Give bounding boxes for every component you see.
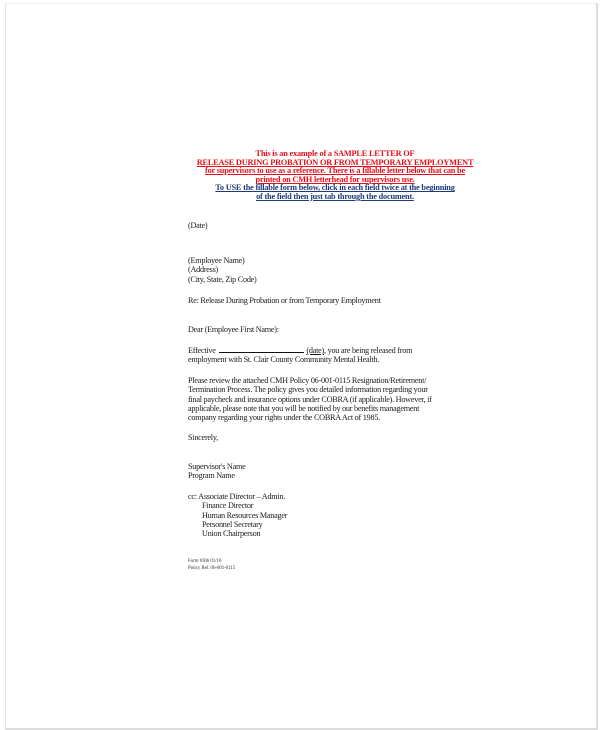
signature-block — [188, 462, 245, 481]
cc-recipient: Associate Director – Admin. — [198, 492, 286, 501]
supervisor-name-field[interactable]: Supervisor's Name — [188, 462, 246, 471]
city-state-zip-field[interactable]: (City, State, Zip Code) — [188, 274, 257, 284]
effective-suffix: , you are being released from — [324, 346, 413, 355]
cc-recipient: Union Chairperson — [202, 529, 261, 539]
salutation: Dear (Employee First Name): — [188, 325, 279, 334]
header-line-2: RELEASE DURING PROBATION OR FROM TEMPORARY EMPLOYMENT — [196, 157, 474, 167]
document-page — [5, 3, 598, 730]
header-line-5: To USE the fillable form below, click in each field twice at the beginning — [215, 183, 455, 193]
policy-line-1: Please review the attached CMH Policy 06-001-0115 Resignation/Retirement/ — [188, 376, 427, 385]
date-placeholder[interactable]: (date) — [306, 346, 324, 355]
closing: Sincerely, — [188, 433, 218, 442]
header-line-6: of the field then just tab through the document. — [256, 191, 414, 201]
policy-line-2: Termination Process. The policy gives you detailed information regarding your — [188, 385, 428, 395]
subject-line: Re: Release During Probation or from Temporary Employment — [188, 296, 381, 305]
effective-date-blank-field[interactable] — [219, 345, 304, 353]
program-name-field[interactable]: Program Name — [188, 471, 235, 481]
effective-label: Effective — [188, 346, 216, 355]
policy-line-3: final paycheck and insurance options under COBRA (if applicable). However, if — [188, 394, 432, 404]
header-line-4: printed on CMH letterhead for supervisors use. — [255, 174, 415, 184]
recipient-block — [188, 256, 257, 284]
form-footer — [188, 559, 235, 572]
cc-recipient: Personnel Secretary — [202, 519, 263, 529]
paragraph-policy — [188, 376, 432, 422]
date-field[interactable]: (Date) — [188, 221, 208, 230]
sample-instructions-header — [150, 150, 520, 202]
header-line-1: This is an example of a SAMPLE LETTER OF — [255, 149, 415, 158]
employee-name-field[interactable]: (Employee Name) — [188, 256, 245, 265]
policy-line-5: company regarding your rights under the COBRA Act of 1985. — [188, 413, 380, 423]
cc-block — [188, 492, 287, 538]
cc-label: cc: — [188, 492, 197, 501]
cc-recipient: Finance Director — [202, 501, 254, 511]
form-number: Form #306 01/16 — [188, 559, 222, 564]
cc-recipient: Human Resources Manager — [202, 510, 288, 520]
address-field[interactable]: (Address) — [188, 265, 219, 275]
effective-line-2: employment with St. Clair County Community Mental Health. — [188, 355, 380, 365]
policy-reference: Policy Ref. 06-001-0115 — [188, 565, 236, 571]
policy-line-4: applicable, please note that you will be notified by our benefits management — [188, 403, 420, 413]
header-line-3: for supervisors to use as a reference. There is a fillable letter below that can be — [205, 166, 465, 176]
paragraph-effective — [188, 345, 412, 365]
